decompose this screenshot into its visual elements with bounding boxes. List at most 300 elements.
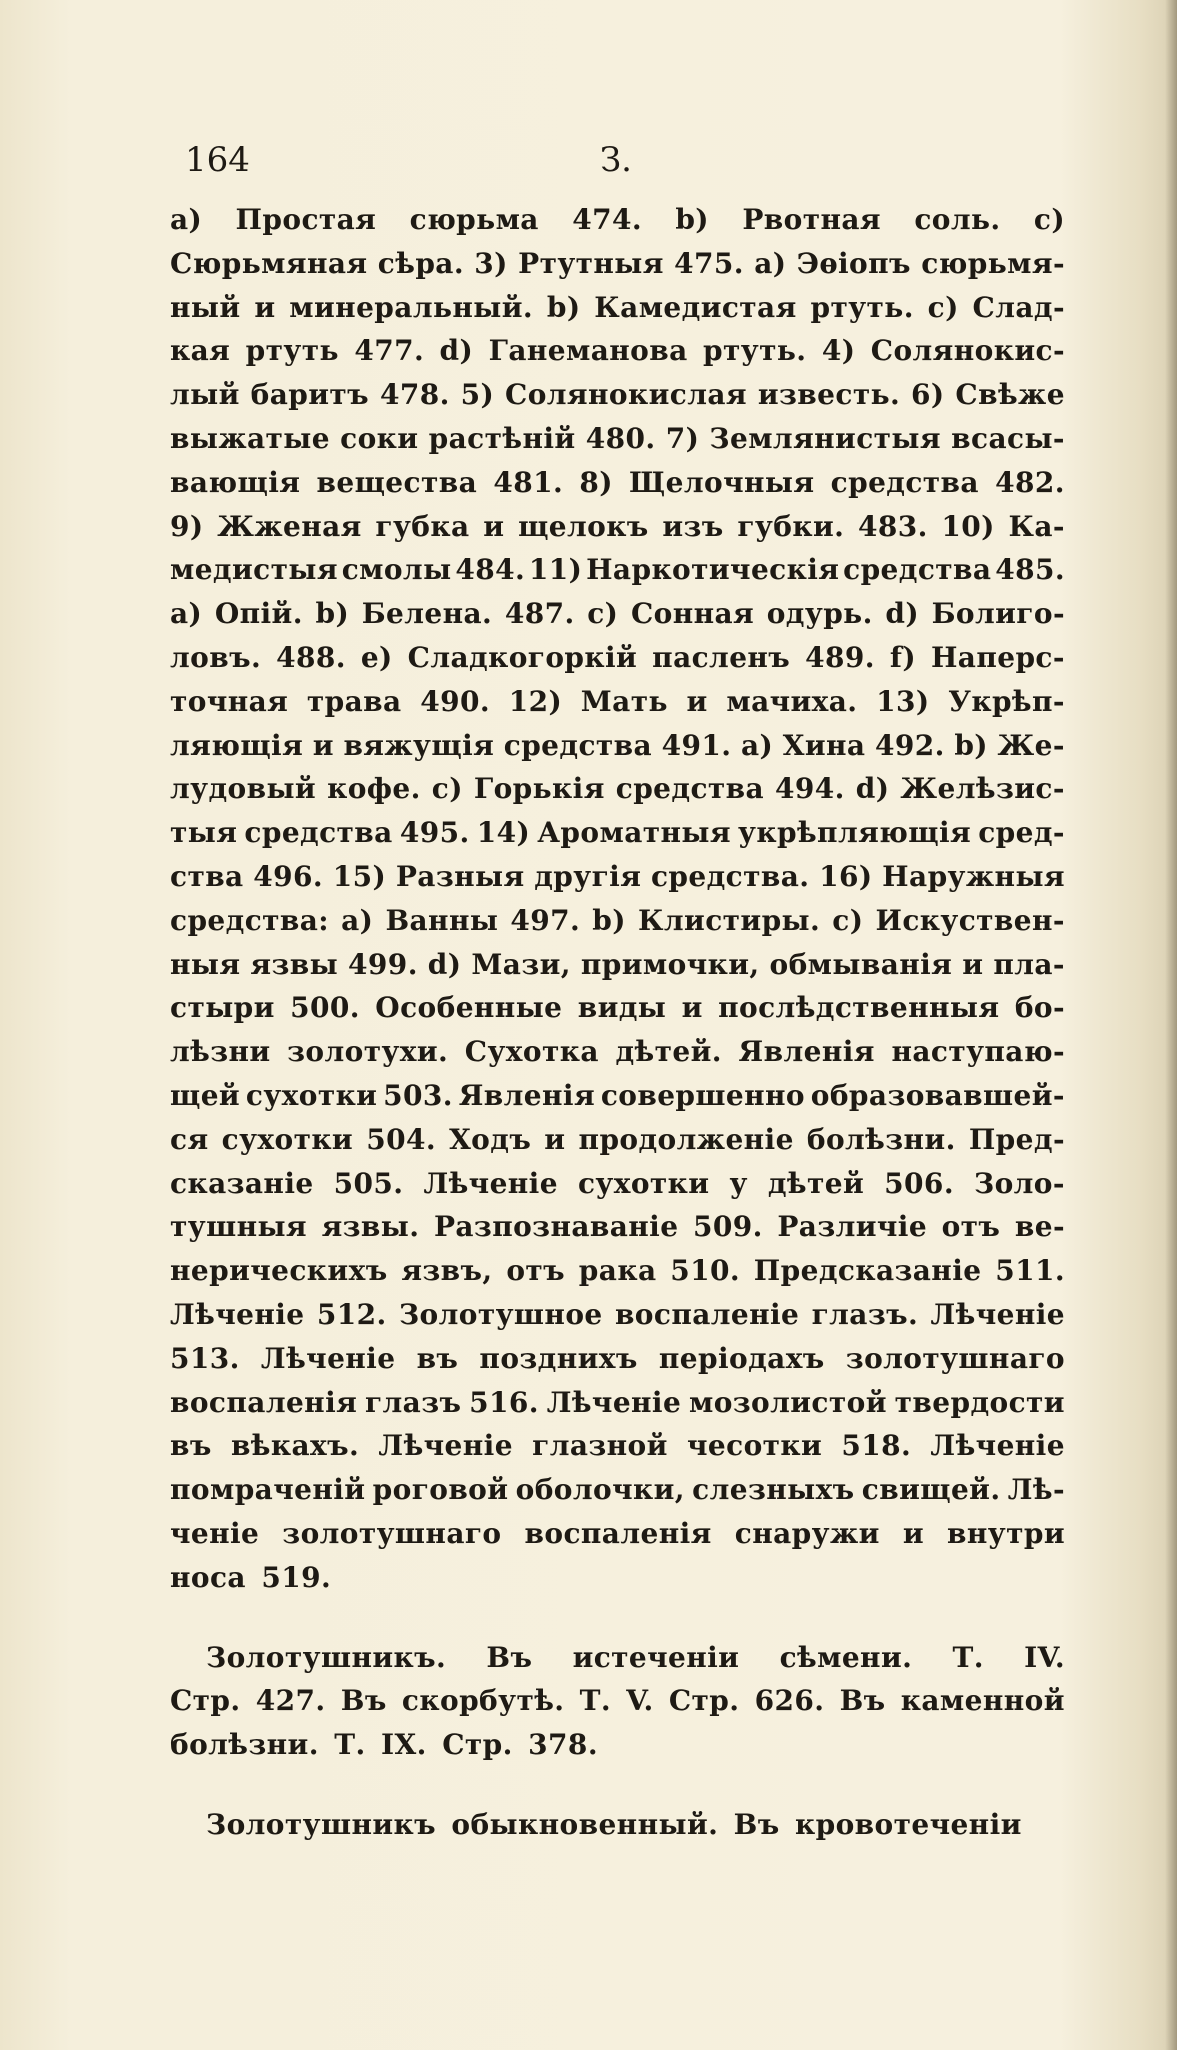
word: Въ	[340, 1684, 387, 1718]
word: средства:	[170, 903, 330, 937]
word: Золотушникъ.	[206, 1640, 447, 1674]
word: средства.	[650, 859, 810, 893]
word: сказаніе	[170, 1166, 314, 1200]
word: Ароматныя	[537, 816, 731, 850]
word: и	[902, 1516, 924, 1550]
word: Въ	[839, 1684, 886, 1718]
word: золотушнаго	[845, 1341, 1065, 1375]
word: нерическихъ	[170, 1254, 388, 1288]
word: Укрѣп-	[948, 684, 1065, 718]
word: 512.	[316, 1297, 387, 1331]
word: слезныхъ	[692, 1473, 855, 1507]
word: Золотушникъ	[206, 1807, 437, 1841]
word: ляющія	[170, 728, 304, 762]
word: 475.	[674, 246, 744, 280]
word: 497.	[510, 903, 581, 937]
text-line	[170, 1205, 1065, 1249]
word: глазъ	[364, 1385, 462, 1419]
word: 626.	[754, 1684, 825, 1718]
word: 485.	[995, 553, 1065, 587]
word: Явленія	[458, 1078, 596, 1112]
word: 496.	[253, 859, 324, 893]
word: одурь.	[766, 597, 873, 631]
word: пасленъ	[652, 640, 791, 674]
word: губка	[375, 509, 470, 543]
word: всасы-	[951, 421, 1065, 455]
word: глазъ.	[811, 1297, 919, 1331]
word: внутри	[947, 1516, 1065, 1550]
word: тушныя	[170, 1210, 308, 1244]
word: d)	[427, 947, 462, 981]
word: кая	[170, 334, 231, 368]
word: продолженіе	[578, 1122, 794, 1156]
word: Особенные	[375, 991, 563, 1025]
word: мачиха.	[726, 684, 858, 718]
word: 481.	[493, 465, 564, 499]
text-line	[170, 1162, 1065, 1206]
word: смолы	[341, 553, 452, 587]
word: 480.	[585, 421, 656, 455]
text-line	[170, 1249, 1065, 1293]
word: ртуть	[245, 334, 339, 368]
word: средства	[843, 553, 992, 587]
word: вещества	[316, 465, 478, 499]
word: наступаю-	[891, 1035, 1065, 1069]
word: глазной	[532, 1429, 668, 1463]
word: сухотки	[577, 1166, 710, 1200]
word: совершенно	[600, 1078, 805, 1112]
word: Простая	[235, 203, 377, 236]
page-number: 164	[185, 140, 250, 180]
word: кровотеченіи	[795, 1807, 1022, 1841]
word: 509.	[692, 1210, 763, 1244]
text-line	[170, 198, 1065, 242]
text-line	[170, 1512, 1065, 1556]
word: d)	[855, 772, 890, 806]
word: Опій.	[214, 597, 303, 631]
word: Ганеманова	[488, 334, 688, 368]
text-line	[170, 1424, 1065, 1468]
word: 500.	[290, 991, 360, 1025]
word: 11)	[528, 553, 583, 587]
text-line	[170, 1074, 1065, 1118]
word: и	[686, 684, 708, 718]
word: Солянокислая	[505, 378, 747, 412]
text-line	[170, 242, 1065, 286]
text-line	[170, 461, 1065, 505]
word: Клистиры.	[638, 903, 821, 937]
word: Явленія	[738, 1035, 875, 1069]
word: Предсказаніе	[753, 1254, 982, 1288]
page-body	[170, 198, 1065, 1847]
word: лый	[170, 378, 240, 412]
word: а)	[170, 597, 203, 631]
word: воспаленія	[524, 1516, 712, 1550]
word: соки	[340, 421, 419, 455]
word: Золотушное	[398, 1297, 603, 1331]
word: 3)	[474, 246, 508, 280]
word: отъ	[941, 1210, 1001, 1244]
word: Горькія	[473, 772, 605, 806]
word: Ванны	[385, 903, 499, 937]
text-line	[170, 1293, 1065, 1337]
word: с)	[587, 597, 619, 631]
word: губки.	[737, 509, 845, 543]
word: воспаленія	[170, 1385, 358, 1419]
word: IX.	[381, 1728, 427, 1762]
page-header	[170, 140, 1070, 190]
word: Стр.	[668, 1684, 740, 1718]
word: 505.	[333, 1166, 404, 1200]
text-line	[170, 767, 1065, 811]
text-line	[170, 592, 1065, 636]
word: Эѳіопъ	[796, 246, 911, 280]
word: твердости	[894, 1385, 1065, 1419]
word: соль.	[914, 203, 1001, 236]
word: Рвотная	[742, 203, 881, 236]
word: Белена.	[361, 597, 493, 631]
word: ртуть.	[810, 290, 914, 324]
word: 487.	[504, 597, 575, 631]
word: ся	[170, 1122, 209, 1156]
word: дѣтей	[767, 1166, 865, 1200]
word: Сюрьмяная	[170, 246, 368, 280]
word: 12)	[508, 684, 563, 718]
word: Лѣченіе	[378, 1429, 513, 1463]
word: Въ	[733, 1807, 780, 1841]
word: средства	[830, 465, 979, 499]
word: известь.	[757, 378, 901, 412]
word: послѣдственныя	[718, 991, 1000, 1025]
text-line	[170, 1803, 1065, 1847]
word: 7)	[665, 421, 700, 455]
word: а)	[170, 203, 203, 236]
text-line	[170, 943, 1065, 987]
word: щелокъ	[518, 509, 649, 543]
word: растѣній	[428, 421, 576, 455]
word: Желѣзис-	[900, 772, 1065, 806]
word: с)	[832, 903, 864, 937]
section-letter: З.	[600, 140, 632, 180]
paragraph-2	[170, 1636, 1065, 1767]
word: 9)	[170, 509, 204, 543]
word: е)	[360, 640, 393, 674]
word: язвы.	[321, 1210, 420, 1244]
word: с)	[927, 290, 959, 324]
word: Лѣченіе	[423, 1166, 558, 1200]
word: Сладкогоркій	[407, 640, 638, 674]
text-line	[170, 680, 1065, 724]
word: вѣкахъ.	[230, 1429, 360, 1463]
word: образовавшей-	[810, 1078, 1065, 1112]
word: каменной	[900, 1684, 1065, 1718]
word: d)	[885, 597, 919, 631]
word: сухотки	[245, 1078, 378, 1112]
word: болѣзни.	[170, 1728, 319, 1762]
word: средства	[503, 728, 653, 762]
word: V.	[626, 1684, 654, 1718]
word: Мать	[580, 684, 668, 718]
word: Ртутныя	[518, 246, 664, 280]
word: Сухотка	[464, 1035, 599, 1069]
word: Солянокис-	[870, 334, 1065, 368]
word: 518.	[841, 1429, 912, 1463]
text-line	[170, 1468, 1065, 1512]
word: баритъ	[250, 378, 370, 412]
word: Стр.	[442, 1728, 513, 1762]
word: Т.	[579, 1684, 612, 1718]
text-line	[170, 373, 1065, 417]
word: истеченіи	[572, 1640, 740, 1674]
text-line	[170, 1679, 1065, 1723]
word: 494.	[775, 772, 845, 806]
word: 16)	[819, 859, 873, 893]
word: Ка-	[1008, 509, 1065, 543]
text-line	[170, 1118, 1065, 1162]
word: позднихъ	[479, 1341, 638, 1375]
word: 499.	[348, 947, 418, 981]
word: 488.	[276, 640, 346, 674]
text-line	[170, 899, 1065, 943]
word: дѣтей.	[615, 1035, 722, 1069]
word: укрѣпляющія	[738, 816, 972, 850]
text-line	[170, 1337, 1065, 1381]
word: Сонная	[630, 597, 755, 631]
word: лѣзни	[170, 1035, 271, 1069]
text-line	[170, 286, 1065, 330]
word: Лѣченіе	[930, 1297, 1065, 1331]
paragraph-gap	[170, 1767, 1065, 1803]
word: роговой	[372, 1473, 509, 1507]
word: а)	[740, 728, 774, 762]
word: у	[729, 1166, 748, 1200]
text-line	[170, 1636, 1065, 1680]
word: вяжущія	[343, 728, 495, 762]
text-line	[170, 1556, 1065, 1600]
word: Лѣ-	[1007, 1473, 1065, 1507]
word: свищей.	[861, 1473, 1001, 1507]
word: трава	[306, 684, 402, 718]
word: 15)	[332, 859, 387, 893]
word: Разныя	[395, 859, 525, 893]
word: 478.	[379, 378, 450, 412]
word: снаружи	[734, 1516, 880, 1550]
word: сѣра.	[377, 246, 465, 280]
word: мозолистой	[688, 1385, 887, 1419]
text-line	[170, 1381, 1065, 1425]
word: Жженая	[217, 509, 362, 543]
word: оболочки,	[515, 1473, 685, 1507]
word: 492.	[874, 728, 945, 762]
word: и	[312, 728, 334, 762]
word: 477.	[354, 334, 425, 368]
word: рака	[578, 1254, 657, 1288]
word: Болиго-	[931, 597, 1065, 631]
word: 6)	[911, 378, 945, 412]
word: Щелочныя	[629, 465, 815, 499]
word: IV.	[1024, 1640, 1065, 1674]
word: 490.	[420, 684, 491, 718]
text-line	[170, 811, 1065, 855]
page-edge-shadow	[1165, 0, 1177, 2050]
word: 13)	[876, 684, 930, 718]
text-line	[170, 1723, 1065, 1767]
word: 10)	[941, 509, 995, 543]
word: другія	[534, 859, 642, 893]
word: точная	[170, 684, 289, 718]
word: Искуствен-	[875, 903, 1065, 937]
word: Въ	[486, 1640, 533, 1674]
word: сѣмени.	[779, 1640, 913, 1674]
word: с)	[1033, 203, 1065, 236]
word: золотухи.	[287, 1035, 449, 1069]
word: Свѣже	[955, 378, 1065, 412]
word: средства	[615, 772, 765, 806]
word: Землянистыя	[709, 421, 941, 455]
word: 504.	[366, 1122, 436, 1156]
text-line	[170, 1030, 1065, 1074]
word: сухотки	[221, 1122, 354, 1156]
word: ченіе	[170, 1516, 260, 1550]
word: 14)	[476, 816, 531, 850]
word: помраченій	[170, 1473, 366, 1507]
word: 503.	[383, 1078, 453, 1112]
word: 483.	[857, 509, 928, 543]
word: Разпознаваніе	[433, 1210, 679, 1244]
word: 495.	[399, 816, 470, 850]
word: 8)	[579, 465, 613, 499]
word: Лѣченіе	[170, 1297, 305, 1331]
word: выжатые	[170, 421, 330, 455]
word: Камедистая	[594, 290, 797, 324]
word: сюрьмя-	[921, 246, 1065, 280]
word: 427.	[255, 1684, 326, 1718]
word: f)	[889, 640, 916, 674]
word: сред-	[978, 816, 1065, 850]
word: и	[544, 1122, 566, 1156]
word: 489.	[805, 640, 875, 674]
word: Т.	[334, 1728, 366, 1762]
word: 519.	[261, 1560, 332, 1594]
word: и	[681, 991, 703, 1025]
word: Лѣченіе	[930, 1429, 1065, 1463]
word: 482.	[995, 465, 1065, 499]
word: минеральный.	[289, 290, 534, 324]
word: обыкновенный.	[451, 1807, 719, 1841]
word: Наружныя	[882, 859, 1065, 893]
word: въ	[416, 1341, 459, 1375]
word: b)	[592, 903, 626, 937]
word: Пред-	[968, 1122, 1065, 1156]
word: язвъ,	[401, 1254, 493, 1288]
word: воспаленіе	[614, 1297, 800, 1331]
word: сюрьма	[409, 203, 539, 236]
word: средства	[244, 816, 393, 850]
word: язвы	[250, 947, 339, 981]
word: щей	[170, 1078, 241, 1112]
word: примочки,	[580, 947, 760, 981]
word: Стр.	[170, 1684, 241, 1718]
text-line	[170, 329, 1065, 373]
word: изъ	[662, 509, 724, 543]
word: 510.	[670, 1254, 741, 1288]
paragraph-1	[170, 198, 1065, 1600]
text-line	[170, 636, 1065, 680]
word: 511.	[995, 1254, 1065, 1288]
word: 5)	[460, 378, 495, 412]
word: Же-	[997, 728, 1065, 762]
word: пла-	[993, 947, 1065, 981]
word: и	[483, 509, 505, 543]
word: Лѣченіе	[260, 1341, 396, 1375]
word: стыри	[170, 991, 275, 1025]
word: b)	[675, 203, 709, 236]
word: ве-	[1014, 1210, 1065, 1244]
word: ный	[170, 290, 241, 324]
word: скорбутѣ.	[401, 1684, 565, 1718]
word: и	[962, 947, 984, 981]
word: виды	[577, 991, 667, 1025]
word: 378.	[528, 1728, 598, 1762]
word: ства	[170, 859, 244, 893]
word: 4)	[821, 334, 856, 368]
word: Т.	[952, 1640, 984, 1674]
text-line	[170, 548, 1065, 592]
word: тыя	[170, 816, 238, 850]
word: носа	[170, 1560, 246, 1594]
word: 491.	[661, 728, 732, 762]
word: въ	[170, 1429, 212, 1463]
word: 516.	[469, 1385, 539, 1419]
word: Хина	[782, 728, 866, 762]
text-line	[170, 417, 1065, 461]
word: 474.	[572, 203, 642, 236]
word: лудовый	[170, 772, 317, 806]
word: d)	[439, 334, 474, 368]
word: Мази,	[471, 947, 571, 981]
word: b)	[546, 290, 581, 324]
word: ныя	[170, 947, 241, 981]
text-line	[170, 855, 1065, 899]
word: 513.	[170, 1341, 240, 1375]
word: чесотки	[687, 1429, 823, 1463]
word: Наркотическія	[586, 553, 840, 587]
word: кофе.	[327, 772, 421, 806]
word: и	[254, 290, 276, 324]
word: отъ	[506, 1254, 566, 1288]
word: b)	[315, 597, 350, 631]
text-line	[170, 986, 1065, 1030]
word: золотушнаго	[282, 1516, 502, 1550]
word: ловъ.	[170, 640, 262, 674]
paragraph-3	[170, 1803, 1065, 1847]
text-line	[170, 505, 1065, 549]
word: Золо-	[974, 1166, 1065, 1200]
word: вающія	[170, 465, 301, 499]
word: Лѣченіе	[546, 1385, 682, 1419]
word: обмыванія	[769, 947, 953, 981]
word: Наперс-	[930, 640, 1065, 674]
word: с)	[431, 772, 463, 806]
word: медистыя	[170, 553, 338, 587]
word: Слад-	[972, 290, 1065, 324]
word: ртуть.	[703, 334, 807, 368]
word: Ходъ	[449, 1122, 532, 1156]
word: b)	[954, 728, 988, 762]
word: бо-	[1014, 991, 1065, 1025]
word: 484.	[455, 553, 526, 587]
paragraph-gap	[170, 1600, 1065, 1636]
